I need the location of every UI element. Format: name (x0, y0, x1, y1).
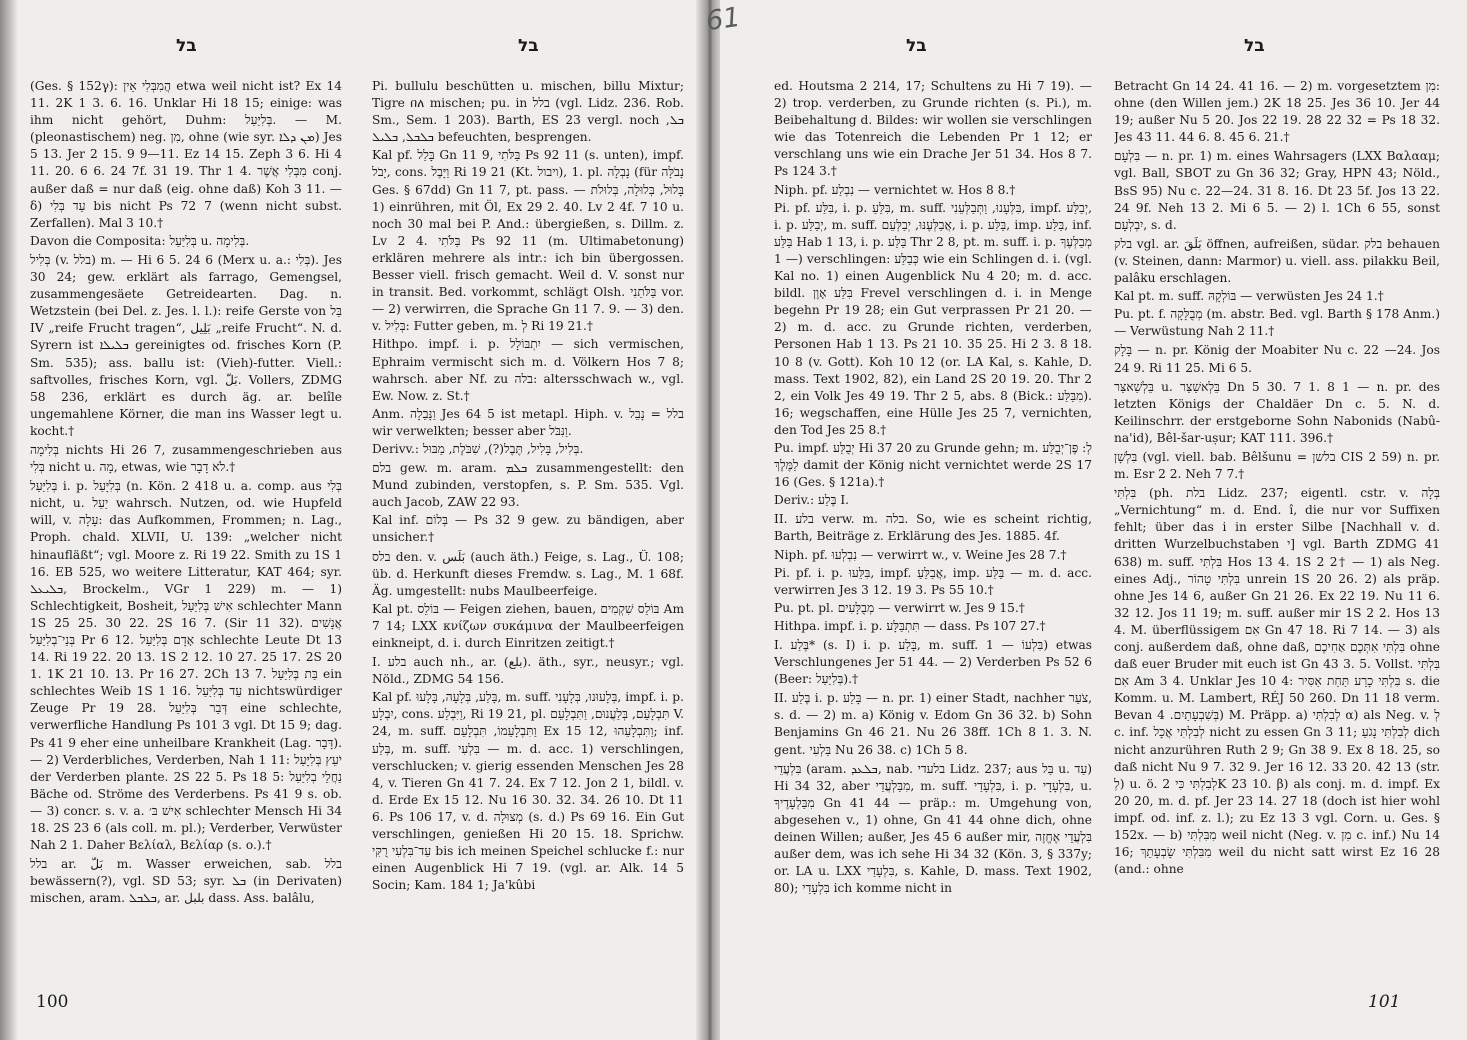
right-column-a (774, 78, 1092, 978)
dictionary-text: Kal pf. בָּלַע, בְּלָעָה, בָּלָעוּ, m. suff. בְּלָעוּנוּ, בְּלָעָנִי, impf. i. p. יִבְלָע, cons. וַיִּבְלַע, Ri 19 21, pl. תִּבְלָעֵם, בְּלַעֲנוּם, וַתִּבְלָעֵם V. 24, m. suff. וַתִּבְלָעֵמוֹ, תִּבְלָעֵם Ex 15 12, וַתִּבְלָעֵהוּ; inf. בְּלַע, m. suff. בִּלְעִי — m. d. acc. 1) verschlingen, verschlucken; v. gierig essenden Menschen Jes 28 4, v. Tieren Gn 41 7. 24. Ex 7 12. Jon 2 1, bildl. v. d. Erde Ex 15 12. Nu 16 30. 32. 34. 26 10. Dt 11 6. Ps 106 17, v. d. מְצוּלָה (s. d.) Ps 69 16. Ein Gut verschlingen, genießen Hi 20 15. 18. Sprichw. עַד־בִּלְעִי רֻקִּי bis ich meinen Speichel schlucke f.: nur einen Augenblick Hi 7 19. (vgl. ar. Alk. 14 5 Socin; Kam. 184 1; Ja'kûbi (372, 690, 684, 893)
dictionary-text: Kal inf. בְּלוֹם — Ps 32 9 gew. zu bändigen, aber unsicher.† (372, 513, 684, 545)
dictionary-entry: בָּלָק — n. pr. König der Moabiter Nu c. 22 —24. Jos 24 9. Ri 11 25. Mi 6 5. (1114, 343, 1440, 375)
dictionary-entry: בִּלְעָם — n. pr. 1) m. eines Wahrsagers (LXX Βαλααμ; vgl. Ball, SBOT zu Gn 36 32; Gray, HPN 43; Nöld., BsS 95) Nu c. 22—24. 31 8. 16. Dt 23 5f. Jos 13 22. 24 9f. Neh 13 2. Mi 6 5. — 2) l. 1Ch 6 55, sonst יִבְלְעָם, s. d. (1114, 149, 1440, 232)
dictionary-entry: בִּלְתִּי (ph. בלת Lidz. 237; eigentl. cstr. v. בְּלָה „Vernichtung“ m. d. End. î, die nur vor Suffixen fehlt; über das i in erster Silbe [Nachhall v. d. dritten Wurzelbuchstaben י] vgl. Barth ZDMG 41 638) m. suff. בִּלְתִּי Hos 13 4. 1S 2 2† — 1) als Neg. eines Adj., בִּלְתִּי טָהוֹר unrein 1S 20 26. 2) als präp. ohne Jes 14 6, außer Gn 21 26. Ex 22 19. Nu 11 6. 32 12. Jos 11 19; m. suff. außer mir 1S 2 2. Hos 13 4. M. überflüssigem אִם Gn 47 18. Ri 7 14. — 3) als conj. außerdem daß, ohne daß, בִּלְתִּי אִתְּכֶם אַחִיכֶם ohne daß euer Bruder mit euch ist Gn 43 3. 5. Vollst. בִּלְתִּי אִם Am 3 4. Unklar Jes 10 4: בִּלְתִּי כָרַע תַּחַת אַסִּיר s. die Komm. u. M. Lambert, RÉJ 50 260. Dn 11 18 verm. Bevan בְּשִׁבְעָתַיִם. 4) M. Präpp. a) לְבִלְתִּי α) als Neg. v. לְ c. inf. לְבִלְתִּי אֲכָל nicht zu essen Gn 3 11; לְבִלְתִּי נָגֹעַ dich nicht anzurühren Ruth 2 9; Gn 38 9. Ex 8 18. 25, so daß nicht Nu 9 7. 32 9. Jer 16 12. 33 20. 42 13 (str. לְ) u. ö. לְבִלְתִּי כִּי 2K 23 10. β) als conj. m. d. impf. Ex 20 20, m. d. pf. Jer 23 14. 27 18 (doch ist hier wohl impf. od. inf. z. l.); zu Ez 13 3 vgl. Corn. u. Ges. § 152x. — b) מִבִּלְתִּי weil nicht (Neg. v. מִן c. inf.) Nu 14 16; מִבִּלְתִּי שָׂבְעָתֵךְ weil du nicht satt wirst Ez 16 28 (and.: ohne (1114, 486, 1440, 877)
page-number: 100 (36, 992, 69, 1012)
dictionary-text: Hithpo. impf. i. p. יִתְבּוֹלָל — sich vermischen, Ephraim vermischt sich m. d. Völkern Hos 7 8; wahrsch. aber Nf. zu בלה: altersschwach w., vgl. Ew. Now. z. St.† (372, 337, 684, 403)
dictionary-text: Pu. pt. pl. מְבֻלָּעִים — verwirrt w. Jes 9 15.† (774, 600, 1025, 615)
dictionary-entry: בלס den. v. بَلَس (auch äth.) Feige, s. Lag., Ü. 108; üb. d. Herkunft dieses Fremdw. s. Lag., M. 1 68f. Äg. umgestellt: nubs Maulbeerfeige. (372, 549, 684, 598)
dictionary-entry: I. בלע auch nh., ar. (بلع). äth., syr., neusyr.; vgl. Nöld., ZDMG 54 156. (372, 655, 684, 687)
page-number: 101 (1368, 992, 1401, 1012)
running-head: בל (906, 36, 927, 56)
dictionary-text: Kal pf. בָּלַל Gn 11 9, בַּלֹּתִי Ps 92 11 (s. unten), impf. יָבֹל, cons. וַיָּבֶל Ri 19 21 (Kt. ויבול), 1. pl. נָבְלָה (für נָבֹלָּה Ges. § 67dd) Gn 11 7, pt. pass. בָּלוּל, בְּלוּלָה, בְּלוּלֹת — 1) einrühren, mit Öl, Ex 29 2. 40. Lv 2 4f. 7 10 u. noch 30 mal bei P. And.: übergießen, s. Dillm. z. Lv 2 4. בַּלֹּתִי Ps 92 11 (m. Ultimabetonung) erklären mehrere als intr.: ich bin übergossen. Besser viell. frisch gemacht. Weil d. V. sonst nur in transit. Bed. vorkommt, schlägt Olsh. בַּלֹּתַנִי vor. — 2) verwirren, die Sprache Gn 11 7. 9. — 3) den. v. בְּלִיל: Futter geben, m. לְ Ri 19 21.† (372, 148, 684, 334)
dictionary-text: Deriv.: בֶּלַע I. (774, 493, 850, 508)
dictionary-text: Davon die Composita: בְּלִיַּעַל u. בְּלִימָה. (30, 233, 250, 248)
dictionary-entry: בְּלִיַּעַל i. p. בְּלִיָּעַל (n. Kön. 2 418 u. a. comp. aus בְּלִי nicht, u. יַעַל wahrsch. Nutzen, od. wie Hupfeld will, v. עָלָה: das Aufkommen, Frommen; n. Lag., Proph. chald. XLVII, U. 139: „welcher nicht hinaufläßt“; vgl. Moore z. Ri 19 22. Smith zu 1S 1 16. EB 525, wo weitere Litteratur, KAT 464; syr. ܒܠܝܥܠ, Brockelm., VGr 1 229) m. — 1) Schlechtigkeit, Bosheit, אִישׁ בְּלִיַּעַל schlechter Mann 1S 25 25. 30 22. 2S 16 7. (Sir 11 32). אֲנָשִׁים בְּנֵי־בְלִיַּעַל Pr 6 12. אָדָם בְּלִיַּעַל schlechte Leute Dt 13 14. Ri 19 22. 20 13. 1S 2 12. 10 27. 25 17. 2S 20 1. 1K 21 10. 13. Pr 16 27. 2Ch 13 7. בַּת בְּלִיַּעַל ein schlechtes Weib 1S 1 16. עֵד בְּלִיַּעַל nichtswürdiger Zeuge Pr 19 28. דְּבַר בְּלִיַּעַל eine schlechte, verwerfliche Handlung Ps 101 3 vgl. Dt 15 9; dag. Ps 41 9 eher eine unheilbare Krankheit (Lag. דָּבָר). — 2) Verderbliches, Verderben, Nah 1 11: יֹעֵץ בְּלִיָּעַל der Verderben plante. 2S 22 5. Ps 18 5: נַחֲלֵי בְלִיַּעַל Bäche od. Ströme des Verderbens. Ps 41 9 s. ob. — 3) concr. s. v. a. אִישׁ בּ׳ schlechter Mensch Hi 34 18. 2S 23 6 (als coll. m. pl.); Verderber, Verwüster Nah 2 1. Daher Βελίαλ, Βελίαρ (s. o.).† (30, 479, 342, 853)
right-column-b (1114, 78, 1440, 978)
dictionary-entry: בלם gew. m. aram. ܒܠܡ zusammengestellt: den Mund zubinden, verstopfen, s. P. Sm. 535. Vgl. auch Jacob, ZAW 22 93. (372, 461, 684, 510)
running-head: בל (518, 36, 539, 56)
dictionary-entry: בלק vgl. ar. بَلَقَ öffnen, aufreißen, südar. בלק behauen (v. Steinen, dann: Marmor) u. viell. ass. pilakku Beil, palâku erschlagen. (1114, 236, 1440, 286)
left-page (0, 0, 702, 1040)
left-column-b (372, 78, 684, 978)
dictionary-text: Pi. bullulu beschütten u. mischen, billu Mixtur; Tigre በለ mischen; pu. in בלל (vgl. Lidz. 236. Rob. Sm., Sem. 1 203). Barth, ES 23 vergl. noch ܒܠ, ܒܠܒܠ, ܒܠܝܠ befeuchten, besprengen. (372, 79, 684, 145)
dictionary-text: Pu. impf. יְבֻלַּע Hi 37 20 zu Grunde gehn; m. לְ: פֶּן־יְבֻלַּע לַמֶּלֶךְ damit der König nicht vernichtet werde 2S 17 16 (Ges. § 121a).† (774, 440, 1092, 490)
dictionary-entry: בְּלִימָה nichts Hi 26 7, zusammengeschrieben aus בְּלִי nicht u. מָה, etwas, wie לֹא דָבָר.† (30, 442, 342, 475)
dictionary-entry: II. בֶּלַע i. p. בָּלַע — n. pr. 1) einer Stadt, nachher צֹעַר, s. d. — 2) m. a) König v. Edom Gn 36 32. b) Sohn Benjamins Gn 46 21. Nu 26 38ff. 1Ch 8 1. 3. N. gent. בַּלְעִי Nu 26 38. c) 1Ch 5 8. (774, 691, 1092, 757)
dictionary-entry: בִּלְעֲדֵי (aram. ܒܠܥܕ, nab. בלעדי Lidz. 237; aus בַּל u. עַד) Hi 34 32, aber מִבַּלְעֲדֵי, m. suff. בִּלְעָדַי, i. p. בִּלְעָדָי, u. מִבַּלְעָדֶיךָ Gn 41 44 — präp.: m. Umgehung von, abgesehen v., 1) ohne, Gn 41 44 ohne dich, ohne deinen Willen; außer, Jes 45 6 außer mir, בִּלְעֲדֵי אֶחֱזֶה außer dem, was ich sehe Hi 34 32 (Kön. 3, § 337y; or. LA u. LXX בִּלְעָדַי, s. Kahle, D. mass. Text 1902, 80); בִּלְעָדַי ich komme nicht in (774, 761, 1092, 896)
dictionary-entry: בלל ar. بَلّ m. Wasser erweichen, sab. בלל bewässern(?), vgl. SD 53; syr. ܒܠ (in Derivaten) mischen, aram. ܒܠܒܠ, ar. بلبل dass. Ass. balâlu, (30, 857, 342, 906)
dictionary-text: Niph. pf. נִבְלַע — vernichtet w. Hos 8 8.† (774, 182, 1016, 197)
page-edge-shadow (0, 0, 18, 1040)
dictionary-entry: II. בלע verw. m. בלה. So, wie es scheint richtig, Barth, Beiträge z. Erklärung des Jes. 1885. 4f. (774, 512, 1092, 544)
dictionary-text: Betracht Gn 14 24. 41 16. — 2) m. vorgesetztem מִן: ohne (den Willen jem.) 2K 18 25. Jes 36 10. Jer 44 19; außer Nu 5 20. Jos 22 19. 28 22 32 = Ps 18 32. Jes 43 11. 44 6. 8. 45 6. 21.† (1114, 79, 1440, 145)
right-page (720, 0, 1467, 1040)
left-column-a (30, 78, 342, 978)
dictionary-entry: בְּלִיל (v. בלל) m. — Hi 6 5. 24 6 (Merx u. a.: בְּלִי). Jes 30 24; gew. erklärt als farrago, Gemengsel, zusammengesäete Getreidearten. Dag. n. Wetzstein (bei Del. z. Jes. l. l.): reife Gerste von בַּל IV „reife Frucht tragen“, بَلِيل „reife Frucht“. N. d. Syrern ist ܒܠܝܠܐ gereinigtes od. frisches Korn (P. Sm. 535); ass. ballu ist: (Vieh)-futter. Viell.: saftvolles, frisches Korn, vgl. بَلّ. Vollers, ZDMG 58 236, erklärt es durch äg. ar. belîle ungemahlene Körner, die man ins Wasser legt u. kocht.† (30, 252, 342, 438)
running-head: בל (1244, 36, 1265, 56)
dictionary-text: Derivv.: בְּלִיל, בָּלִיל, תֶּבֶל(?), שִׁבֹּלֶת, מַבּוּל. (372, 441, 584, 456)
dictionary-text: Kal pt. m. suff. בּוֹלְקָהּ — verwüsten Jes 24 1.† (1114, 289, 1384, 304)
dictionary-text: Pi. pf. בִּלַּע, i. p. בִּלֵּעַ, m. suff. בִּלְּעָנוּ, וַתְּבַלְּעֵנִי, impf. יְבַלַּע, i. p. יְבַלַּע, m. suff. אֲבַלְּעֶנּוּ, יְבַלְּעֵם, i. p. בַּלַּע, imp. בַּלַּע, inf. בַּלֵּע Hab 1 13, i. p. בַּלַּע Thr 2 8, pt. m. suff. i. p. מְבַלְּעֶךָ — 1) verschlingen: כְּבַלַּע wie ein Schlingen d. i. (vgl. Kal no. 1) einen Augenblick Nu 4 20; m. d. acc. bildl. בִּלַּע אָוֶן Frevel verschlingen d. i. in Menge begehn Pr 19 28; ein Gut verprassen Pr 21 20. — 2) m. d. acc. zu Grunde richten, verderben, Personen Hab 1 13. Ps 21 10. 35 25. Hi 2 3. 8 18. 10 8 (v. Gott). Koh 10 12 (or. LA Kal, s. Kahle, D. mass. Text 1902, 82), ein Land 2S 20 19. 20. Thr 2 2, ein Volk Jes 49 19. Thr 2 5, abs. 8 (Bick.: מִבַּלַּע). 16; wegschaffen, eine Hülle Jes 25 7, vernichten, den Tod Jes 25 8.† (774, 200, 1092, 437)
handwritten-page-note: 61 (704, 1, 743, 38)
dictionary-text: Niph. pf. נִבְלְעוּ — verwirrt w., v. Weine Jes 28 7.† (774, 547, 1067, 562)
dictionary-entry: I. בֶּלַע* (s. I) i. p. בָּלַע, m. suff. בִּלְעוֹ — 1) etwas Verschlungenes Jer 51 44. — 2) Verderben Ps 52 6 (Beer: בְּלִיַּעַל).† (774, 638, 1092, 687)
dictionary-text: Pu. pt. f. מְבֻלָּקָה (m. abstr. Bed. vgl. Barth § 178 Anm.) — Verwüstung Nah 2 11.† (1114, 307, 1440, 339)
dictionary-text: Anm. וַנָּבֵלָה Jes 64 5 ist metapl. Hiph. v. בלל = נָבֵל wir verwelkten; besser aber וַנִּבֹּל. (372, 406, 684, 438)
dictionary-text: Kal pt. בּוֹלֵס — Feigen ziehen, bauen, בּוֹלֵס שִׁקְמִים Am 7 14; LXX κνίζων συκάμινα der Maulbeerfeigen einkneipt, d. i. durch Einritzen zeitigt.† (372, 601, 684, 650)
dictionary-entry: בִּלְשָׁן (vgl. viell. bab. Bêlšunu = בלשן CIS 2 59) n. pr. m. Esr 2 2. Neh 7 7.† (1114, 449, 1440, 482)
dictionary-text: Hithpa. impf. i. p. תִּתְבַּלָּע — dass. Ps 107 27.† (774, 618, 1046, 633)
dictionary-text: Pi. pf. i. p. בִּלֵּעוּ, impf. אֲבַלֵּעַ, imp. בַּלַּע — m. d. acc. verwirren Jes 3 12. 19 3. Ps 55 10.† (774, 565, 1092, 597)
dictionary-text: (Ges. § 152γ): הֲמִבְּלִי אֵין etwa weil nicht ist? Ex 14 11. 2K 1 3. 6. 16. Unklar Hi 18 15; einige: was ihm nicht gehört, Duhm: בְּלִיַּעַל. — M. (pleonastischem) neg. מִן, ohne (wie syr. ܡܢ ܕܠܐ) Jes 5 13. Jer 2 15. 9 9—11. Ez 14 15. Zeph 3 6. Hi 4 11. 20. 6 6. 24 7f. 31 19. Thr 1 4. מִבְּלִי אֲשֶׁר conj. außer daß = nur daß (eig. ohne daß) Koh 3 11. — δ) עַד בְּלִי bis nicht Ps 72 7 (wenn nicht subst. Zerfallen). Mal 3 10.† (30, 79, 342, 230)
running-head: בל (176, 36, 197, 56)
dictionary-text: ed. Houtsma 2 214, 17; Schultens zu Hi 7 19). — 2) trop. verderben, zu Grunde richten (s. Pi.), m. Beibehaltung d. Bildes: wir wollen sie verschlingen wie das Totenreich die Lebenden Pr 1 12; er verschlang uns wie ein Drache Jer 51 34. Hos 8 7. Ps 124 3.† (774, 79, 1092, 179)
dictionary-entry: בֵּלְשַׁאצַּר u. בֵּלְאשַׁצַּר Dn 5 30. 7 1. 8 1 — n. pr. des letzten Königs der Chaldäer Dn c. 5. N. d. Keilinschrr. der erstgeborne Sohn Nabonids (Nabû-na'id), Bêl-šar-uṣur; KAT 111. 396.† (1114, 379, 1440, 445)
